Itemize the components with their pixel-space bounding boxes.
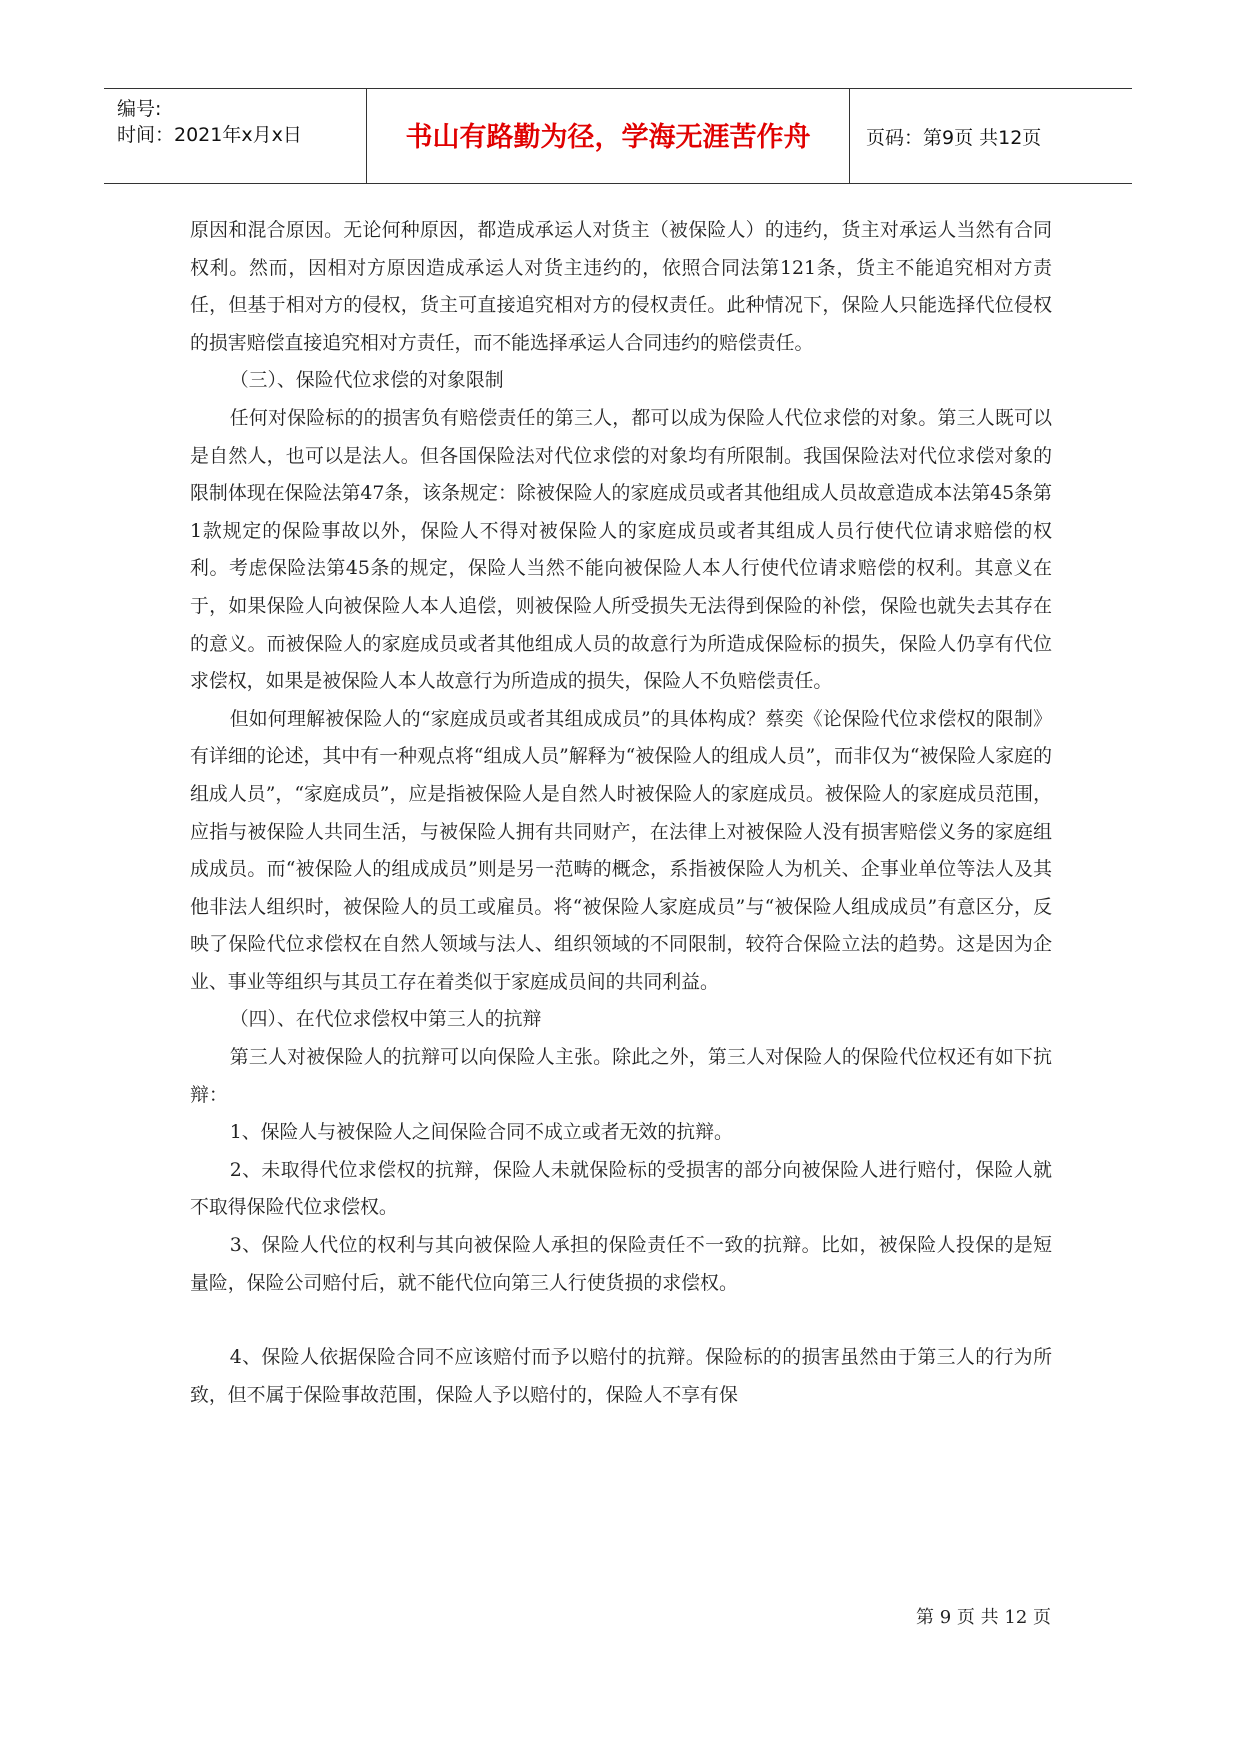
- body-paragraph: 任何对保险标的的损害负有赔偿责任的第三人，都可以成为保险人代位求偿的对象。第三人既可以是自然人，也可以是法人。但各国保险法对代位求偿的对象均有所限制。我国保险法对代位求偿对象的限制体现在保险法第47条，该条规定：除被保险人的家庭成员或者其他组成人员故意造成本法第45条第1款规定的保险事故以外，保险人不得对被保险人的家庭成员或者其组成人员行使代位请求赔偿的权利。考虑保险法第45条的规定，保险人当然不能向被保险人本人行使代位请求赔偿的权利。其意义在于，如果保险人向被保险人本人追偿，则被保险人所受损失无法得到保险的补偿，保险也就失去其存在的意义。而被保险人的家庭成员或者其他组成人员的故意行为所造成保险标的损失，保险人仍享有代位求偿权，如果是被保险人本人故意行为所造成的损失，保险人不负赔偿责任。: [190, 406, 1052, 693]
- header-motto: 书山有路勤为径，学海无涯苦作舟: [405, 122, 811, 153]
- section-heading: （四）、在代位求偿权中第三人的抗辩: [229, 1008, 542, 1031]
- page-footer: 第 9 页 共 12 页: [916, 1607, 1051, 1628]
- list-item: 4、保险人依据保险合同不应该赔付而予以赔付的抗辩。保险标的的损害虽然由于第三人的行为所致，但不属于保险事故范围，保险人予以赔付的，保险人不享有保: [190, 1346, 1052, 1406]
- document-header: [104, 88, 1132, 184]
- document-number-label: 编号:: [117, 98, 162, 120]
- paragraph-spacer: [190, 1302, 1052, 1339]
- body-paragraph: 但如何理解被保险人的“家庭成员或者其组成成员”的具体构成？蔡奕《论保险代位求偿权的限制》有详细的论述，其中有一种观点将“组成人员”解释为“被保险人的组成人员”，而非仅为“被保险人家庭的组成人员”，“家庭成员”，应是指被保险人是自然人时被保险人的家庭成员。被保险人的家庭成员范围，应指与被保险人共同生活，与被保险人拥有共同财产，在法律上对被保险人没有损害赔偿义务的家庭组成成员。而“被保险人的组成成员”则是另一范畴的概念，系指被保险人为机关、企事业单位等法人及其他非法人组织时，被保险人的员工或雇员。将“被保险人家庭成员”与“被保险人组成成员”有意区分，反映了保险代位求偿权在自然人领域与法人、组织领域的不同限制，较符合保险立法的趋势。这是因为企业、事业等组织与其员工存在着类似于家庭成员间的共同利益。: [190, 707, 1052, 993]
- list-item: 2、未取得代位求偿权的抗辩，保险人未就保险标的受损害的部分向被保险人进行赔付，保险人就不取得保险代位求偿权。: [190, 1158, 1052, 1219]
- section-heading: （三）、保险代位求偿的对象限制: [229, 369, 504, 392]
- body-paragraph: 第三人对被保险人的抗辩可以向保险人主张。除此之外，第三人对保险人的保险代位权还有如下抗辩：: [190, 1046, 1052, 1106]
- document-body: [190, 212, 1052, 1414]
- list-item: 3、保险人代位的权利与其向被保险人承担的保险责任不一致的抗辩。比如，被保险人投保的是短量险，保险公司赔付后，就不能代位向第三人行使货损的求偿权。: [190, 1234, 1052, 1294]
- header-page-cell: [850, 89, 1132, 183]
- header-motto-cell: [367, 89, 850, 183]
- header-page-code: 页码：第9页 共12页: [866, 127, 1042, 149]
- header-info-cell: [104, 89, 367, 183]
- document-time-label: 时间：2021年x月x日: [117, 124, 302, 146]
- list-item: 1、保险人与被保险人之间保险合同不成立或者无效的抗辩。: [229, 1121, 733, 1144]
- body-paragraph: 原因和混合原因。无论何种原因，都造成承运人对货主（被保险人）的违约，货主对承运人当然有合同权利。然而，因相对方原因造成承运人对货主违约的，依照合同法第121条，货主不能追究相对方责任，但基于相对方的侵权，货主可直接追究相对方的侵权责任。此种情况下，保险人只能选择代位侵权的损害赔偿直接追究相对方责任，而不能选择承运人合同违约的赔偿责任。: [190, 219, 1052, 354]
